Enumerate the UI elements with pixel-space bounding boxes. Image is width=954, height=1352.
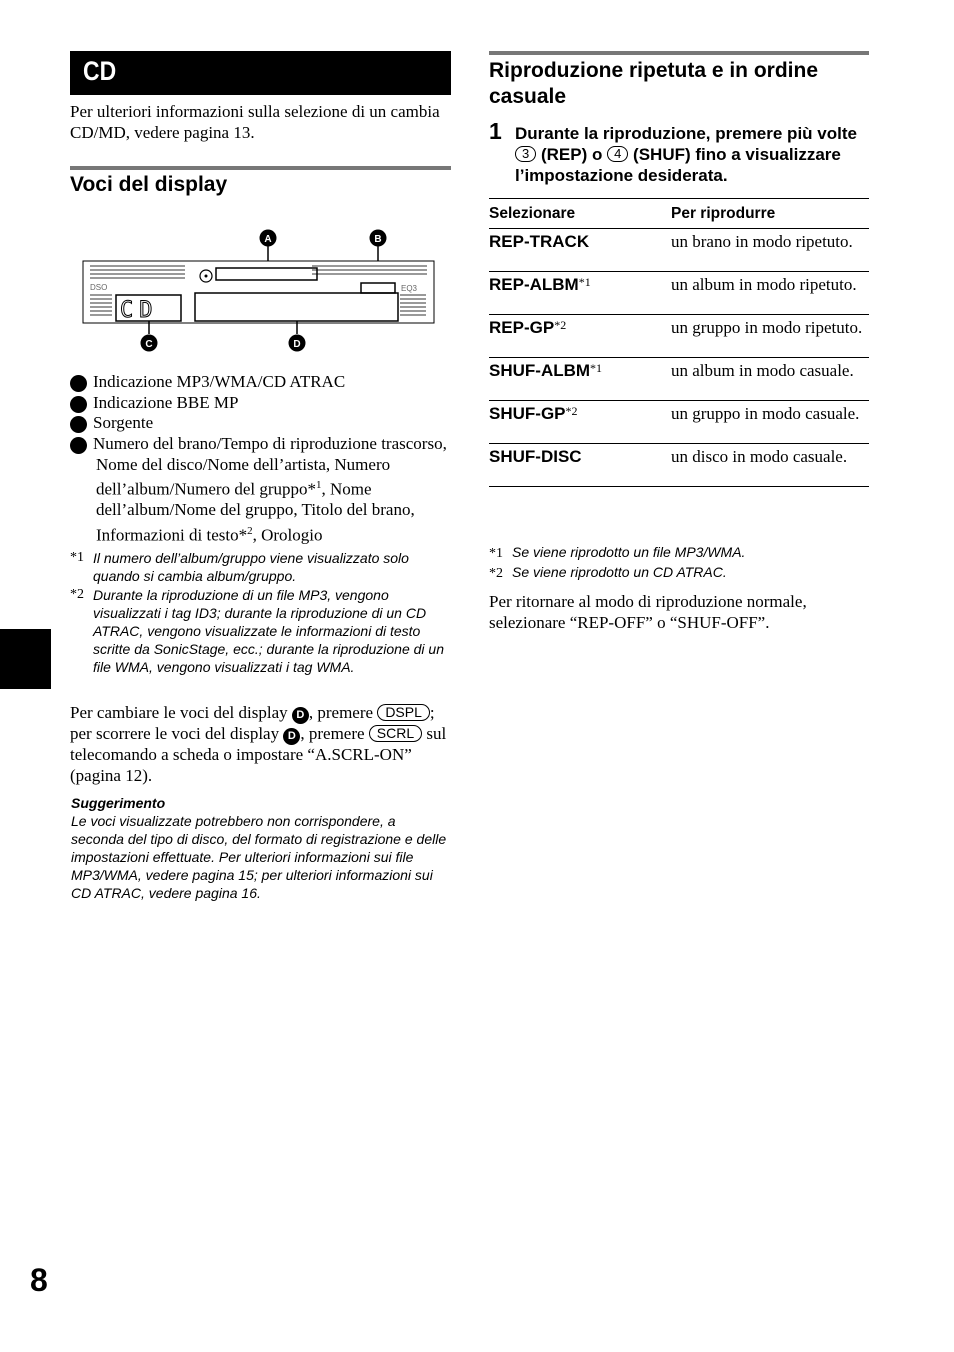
footnote-2: *2 Durante la riproduzione di un file MP3, vengono visualizzati i tag ID3; durante la riproduzione di un CD ATRAC, vengono visualizzate le informazioni di testo scritte da SonicStage, ecc.; durante la riproduzione di un file WMA, vengono visualizzati i tag WMA. [70,587,444,675]
footnote-1: *1 Se viene riprodotto un file MP3/WMA. [489,544,746,561]
table-row [489,444,869,487]
eq-label: EQ3 [401,284,418,293]
table-row: REP-GP$^{*2}$ un gruppo in modo ripetuto. [489,315,869,358]
legend-item-a: A Indicazione MP3/WMA/CD ATRAC [61,372,346,391]
mode-name: REP-TRACK [489,232,590,251]
callout-c [141,321,158,352]
legend-item-b: B Indicazione BBE MP [61,393,239,412]
page-number: 8 [30,1262,48,1298]
table-row: REP-ALBM$^{*1}$ un album in modo ripetuto. [489,272,869,315]
step-instruction: Durante la riproduzione, premere più volte 3 (REP) o 4 (SHUF) fino a visualizzare l’impostazione desiderata. [515,124,857,185]
callout-c-label: C [145,339,153,350]
source-text: CD [120,298,159,323]
mode-name: REP-ALBM [489,275,579,294]
key-4: 4 [607,146,628,162]
tip-title: Suggerimento [71,795,166,811]
heading-rule [70,166,451,170]
mode-description: un album in modo ripetuto. [671,272,869,315]
letter-d-icon: D [283,728,300,745]
mode-name: SHUF-GP [489,404,566,423]
table-row [489,229,869,272]
scrl-key: SCRL [369,725,422,742]
key-3: 3 [515,146,536,162]
callout-a-label: A [264,234,272,245]
normal-mode-paragraph: Per ritornare al modo di riproduzione normale, selezionare “REP-OFF” o “SHUF-OFF”. [489,592,807,632]
footnote-2: *2 Se viene riprodotto un CD ATRAC. [489,564,727,581]
mode-description: un disco in modo casuale. [671,444,869,487]
letter-c-icon: C [70,416,87,433]
mode-description: un gruppo in modo ripetuto. [671,315,869,358]
callout-b-label: B [374,234,382,245]
callout-d [289,321,306,352]
dso-label: DSO [90,283,108,292]
section-title: CD [83,56,117,86]
display-diagram [80,228,440,356]
side-thumb-tab [0,629,51,689]
tip-body: Le voci visualizzate potrebbero non corrispondere, a seconda del tipo di disco, del formato di registrazione e delle impostazioni effettuate. Per ulteriori informazioni sui file MP3/WMA, vedere pagina 15; per ulteriori informazioni sui CD ATRAC, vedere pagina 16. [71,813,447,901]
dspl-key: DSPL [377,704,430,721]
letter-d-icon: D [292,707,309,724]
display-heading: Voci del display [70,173,228,196]
table-footnotes [489,543,869,583]
letter-a-icon: A [70,375,87,392]
table-row: SHUF-ALBM$^{*1}$ un album in modo casuale. [489,358,869,401]
callout-d-label: D [293,339,301,350]
change-display-paragraph: Per cambiare le voci del display D , premere DSPL ; per scorrere le voci del display D , premere SCRL sul telecomando a scheda o impostare “A.SCRL-ON” (pagina 12). [70,703,447,785]
footnote-1: *1 Il numero dell’album/gruppo viene visualizzato solo quando si cambia album/gruppo. [70,550,409,584]
mode-description: un gruppo in modo casuale. [671,401,869,444]
intro-paragraph: Per ulteriori informazioni sulla selezione di un cambia CD/MD, vedere pagina 13. [70,102,440,142]
mode-description: un brano in modo ripetuto. [671,229,869,272]
play-mode-table [489,198,869,487]
heading-rule [489,51,869,55]
column-header-select: Selezionare [489,199,671,229]
repeat-shuffle-heading: Riproduzione ripetuta e in ordine casuale [489,59,819,108]
column-header-play: Per riprodurre [671,199,869,229]
legend-item-c: C Sorgente [61,413,154,432]
mode-name: REP-GP [489,318,555,337]
mode-description: un album in modo casuale. [671,358,869,401]
legend-item-d: D Numero del brano/Tempo di riproduzione trascorso, Nome del disco/Nome dell’artista, Numero dell’album/Numero del gruppo*$^1$, Nome dell’album/Nome del gruppo, Titolo del brano, Informazioni di testo*$^2$, Orologio [61,434,447,545]
table-row: SHUF-GP$^{*2}$ un gruppo in modo casuale. [489,401,869,444]
section-banner [70,51,451,95]
letter-d-icon: D [70,437,87,454]
mode-name: SHUF-ALBM [489,361,591,380]
step-number: 1 [489,118,502,144]
table-header-row [489,199,869,229]
letter-b-icon: B [70,396,87,413]
mode-name: SHUF-DISC [489,447,582,466]
